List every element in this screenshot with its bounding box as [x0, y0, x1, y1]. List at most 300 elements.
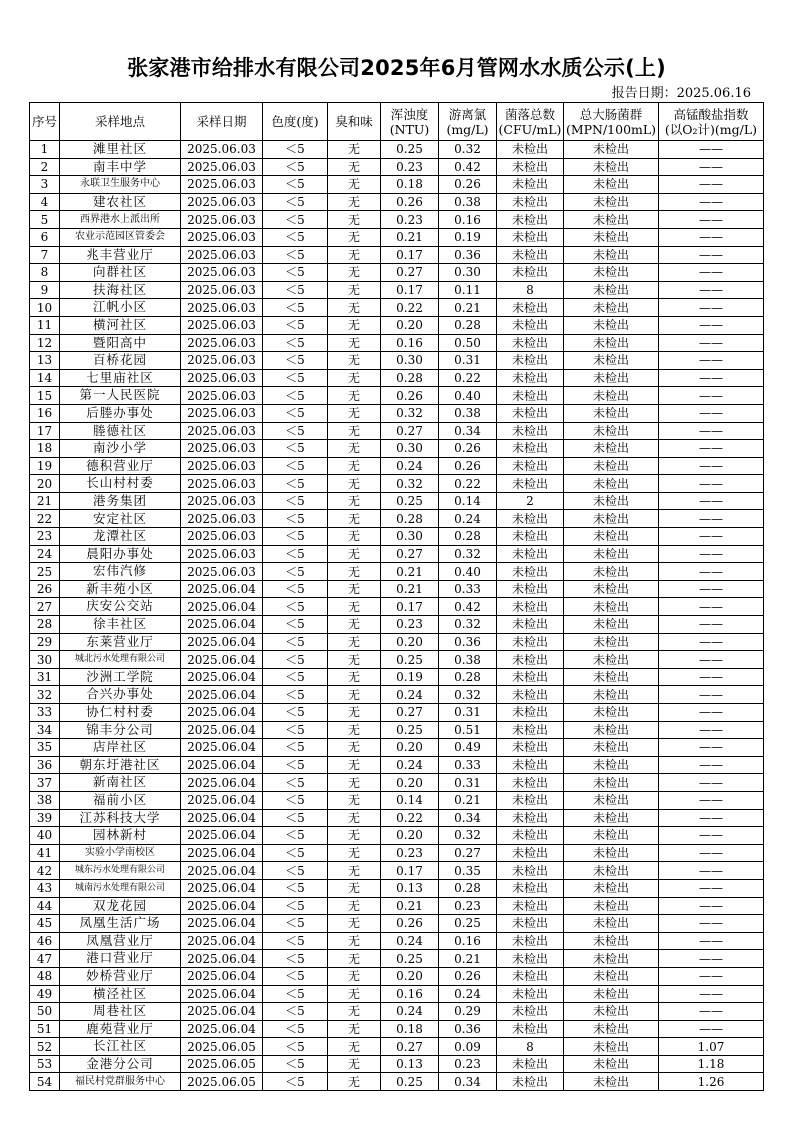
cell-odor: 无 — [328, 844, 381, 862]
table-row — [30, 176, 764, 194]
cell-date: 2025.06.04 — [181, 967, 263, 985]
cell-location: 横河社区 — [60, 316, 181, 334]
cell-colony-count: 未检出 — [497, 228, 564, 246]
table-row — [30, 1003, 764, 1021]
cell-no: 32 — [30, 686, 60, 704]
cell-no: 23 — [30, 528, 60, 546]
cell-no: 5 — [30, 211, 60, 229]
cell-color: ＜5 — [263, 932, 328, 950]
cell-free-chlorine: 0.28 — [439, 668, 497, 686]
cell-odor: 无 — [328, 246, 381, 264]
cell-date: 2025.06.03 — [181, 299, 263, 317]
cell-no: 38 — [30, 791, 60, 809]
water-quality-table — [29, 102, 764, 1091]
header-total-coliform-name: 总大肠菌群 — [579, 106, 643, 122]
cell-date: 2025.06.03 — [181, 457, 263, 475]
cell-free-chlorine: 0.23 — [439, 897, 497, 915]
header-color: 色度(度) — [263, 103, 328, 141]
cell-permanganate-index: —— — [659, 1003, 764, 1021]
cell-total-coliform: 未检出 — [564, 985, 659, 1003]
cell-turbidity: 0.27 — [381, 264, 439, 282]
cell-odor: 无 — [328, 897, 381, 915]
cell-turbidity: 0.20 — [381, 774, 439, 792]
cell-color: ＜5 — [263, 686, 328, 704]
cell-free-chlorine: 0.32 — [439, 686, 497, 704]
cell-turbidity: 0.20 — [381, 739, 439, 757]
cell-free-chlorine: 0.42 — [439, 158, 497, 176]
cell-colony-count: 未检出 — [497, 176, 564, 194]
cell-free-chlorine: 0.32 — [439, 545, 497, 563]
cell-permanganate-index: —— — [659, 281, 764, 299]
table-row — [30, 774, 764, 792]
cell-total-coliform: 未检出 — [564, 633, 659, 651]
cell-location: 沙洲工学院 — [60, 668, 181, 686]
cell-odor: 无 — [328, 633, 381, 651]
cell-location: 凤凰营业厅 — [60, 932, 181, 950]
cell-date: 2025.06.04 — [181, 704, 263, 722]
cell-total-coliform: 未检出 — [564, 932, 659, 950]
cell-color: ＜5 — [263, 264, 328, 282]
cell-colony-count: 未检出 — [497, 651, 564, 669]
cell-date: 2025.06.04 — [181, 1020, 263, 1038]
table-row — [30, 598, 764, 616]
cell-permanganate-index: —— — [659, 651, 764, 669]
header-colony-count-unit: (CFU/mL) — [498, 121, 562, 137]
cell-date: 2025.06.05 — [181, 1055, 263, 1073]
cell-location: 农业示范园区管委会 — [60, 228, 181, 246]
cell-no: 25 — [30, 563, 60, 581]
table-row — [30, 915, 764, 933]
cell-location: 周巷社区 — [60, 1003, 181, 1021]
cell-date: 2025.06.03 — [181, 246, 263, 264]
cell-turbidity: 0.26 — [381, 915, 439, 933]
cell-date: 2025.06.03 — [181, 316, 263, 334]
cell-permanganate-index: —— — [659, 316, 764, 334]
cell-permanganate-index: —— — [659, 616, 764, 634]
cell-date: 2025.06.03 — [181, 228, 263, 246]
cell-date: 2025.06.04 — [181, 739, 263, 757]
header-colony-count-name: 菌落总数 — [504, 106, 555, 122]
cell-colony-count: 未检出 — [497, 809, 564, 827]
cell-turbidity: 0.17 — [381, 281, 439, 299]
cell-color: ＜5 — [263, 721, 328, 739]
cell-color: ＜5 — [263, 915, 328, 933]
cell-permanganate-index: —— — [659, 528, 764, 546]
cell-total-coliform: 未检出 — [564, 950, 659, 968]
cell-location: 后塍办事处 — [60, 404, 181, 422]
cell-turbidity: 0.21 — [381, 228, 439, 246]
cell-no: 7 — [30, 246, 60, 264]
cell-odor: 无 — [328, 404, 381, 422]
cell-free-chlorine: 0.09 — [439, 1038, 497, 1056]
cell-odor: 无 — [328, 950, 381, 968]
cell-no: 12 — [30, 334, 60, 352]
cell-colony-count: 未检出 — [497, 862, 564, 880]
cell-no: 16 — [30, 404, 60, 422]
cell-location: 店岸社区 — [60, 739, 181, 757]
cell-odor: 无 — [328, 598, 381, 616]
table-row — [30, 528, 764, 546]
cell-turbidity: 0.23 — [381, 844, 439, 862]
cell-permanganate-index: —— — [659, 967, 764, 985]
cell-turbidity: 0.25 — [381, 492, 439, 510]
cell-odor: 无 — [328, 721, 381, 739]
cell-total-coliform: 未检出 — [564, 457, 659, 475]
cell-permanganate-index: —— — [659, 352, 764, 370]
cell-colony-count: 未检出 — [497, 950, 564, 968]
cell-total-coliform: 未检出 — [564, 1073, 659, 1091]
cell-location: 凤凰生活广场 — [60, 915, 181, 933]
cell-total-coliform: 未检出 — [564, 1038, 659, 1056]
cell-location: 园林新村 — [60, 827, 181, 845]
cell-turbidity: 0.23 — [381, 211, 439, 229]
cell-total-coliform: 未检出 — [564, 193, 659, 211]
cell-colony-count: 未检出 — [497, 316, 564, 334]
cell-odor: 无 — [328, 334, 381, 352]
cell-odor: 无 — [328, 668, 381, 686]
cell-permanganate-index: —— — [659, 369, 764, 387]
cell-permanganate-index: —— — [659, 844, 764, 862]
cell-date: 2025.06.03 — [181, 387, 263, 405]
cell-no: 29 — [30, 633, 60, 651]
cell-free-chlorine: 0.34 — [439, 809, 497, 827]
cell-total-coliform: 未检出 — [564, 915, 659, 933]
cell-date: 2025.06.03 — [181, 264, 263, 282]
header-total-coliform-unit: (MPN/100mL) — [565, 121, 657, 137]
cell-total-coliform: 未检出 — [564, 668, 659, 686]
cell-odor: 无 — [328, 651, 381, 669]
cell-no: 44 — [30, 897, 60, 915]
cell-no: 14 — [30, 369, 60, 387]
cell-color: ＜5 — [263, 791, 328, 809]
cell-total-coliform: 未检出 — [564, 510, 659, 528]
cell-total-coliform: 未检出 — [564, 264, 659, 282]
cell-total-coliform: 未检出 — [564, 1003, 659, 1021]
cell-odor: 无 — [328, 563, 381, 581]
cell-turbidity: 0.20 — [381, 967, 439, 985]
table-row — [30, 756, 764, 774]
cell-no: 28 — [30, 616, 60, 634]
cell-color: ＜5 — [263, 985, 328, 1003]
cell-no: 4 — [30, 193, 60, 211]
cell-date: 2025.06.03 — [181, 176, 263, 194]
cell-no: 21 — [30, 492, 60, 510]
cell-permanganate-index: 1.26 — [659, 1073, 764, 1091]
cell-total-coliform: 未检出 — [564, 862, 659, 880]
cell-turbidity: 0.24 — [381, 457, 439, 475]
cell-colony-count: 未检出 — [497, 528, 564, 546]
cell-date: 2025.06.03 — [181, 528, 263, 546]
cell-colony-count: 未检出 — [497, 686, 564, 704]
cell-free-chlorine: 0.11 — [439, 281, 497, 299]
cell-colony-count: 8 — [497, 1038, 564, 1056]
cell-location: 七里庙社区 — [60, 369, 181, 387]
cell-permanganate-index: —— — [659, 387, 764, 405]
cell-odor: 无 — [328, 791, 381, 809]
cell-permanganate-index: —— — [659, 563, 764, 581]
cell-odor: 无 — [328, 1055, 381, 1073]
table-row — [30, 369, 764, 387]
cell-colony-count: 未检出 — [497, 844, 564, 862]
cell-turbidity: 0.32 — [381, 404, 439, 422]
cell-colony-count: 未检出 — [497, 1020, 564, 1038]
cell-odor: 无 — [328, 1038, 381, 1056]
table-row — [30, 844, 764, 862]
cell-turbidity: 0.27 — [381, 545, 439, 563]
cell-permanganate-index: —— — [659, 1020, 764, 1038]
cell-odor: 无 — [328, 1020, 381, 1038]
cell-free-chlorine: 0.31 — [439, 352, 497, 370]
cell-turbidity: 0.20 — [381, 316, 439, 334]
cell-color: ＜5 — [263, 475, 328, 493]
cell-colony-count: 未检出 — [497, 668, 564, 686]
cell-permanganate-index: —— — [659, 950, 764, 968]
cell-color: ＜5 — [263, 299, 328, 317]
cell-colony-count: 未检出 — [497, 440, 564, 458]
cell-permanganate-index: —— — [659, 211, 764, 229]
cell-color: ＜5 — [263, 387, 328, 405]
cell-total-coliform: 未检出 — [564, 739, 659, 757]
table-row — [30, 387, 764, 405]
cell-total-coliform: 未检出 — [564, 897, 659, 915]
cell-colony-count: 未检出 — [497, 141, 564, 159]
cell-colony-count: 未检出 — [497, 422, 564, 440]
table-row — [30, 967, 764, 985]
cell-free-chlorine: 0.32 — [439, 616, 497, 634]
cell-permanganate-index: —— — [659, 774, 764, 792]
cell-location: 金港分公司 — [60, 1055, 181, 1073]
cell-date: 2025.06.04 — [181, 1003, 263, 1021]
cell-turbidity: 0.26 — [381, 193, 439, 211]
cell-permanganate-index: —— — [659, 985, 764, 1003]
cell-permanganate-index: —— — [659, 299, 764, 317]
cell-date: 2025.06.04 — [181, 844, 263, 862]
cell-color: ＜5 — [263, 404, 328, 422]
cell-colony-count: 8 — [497, 281, 564, 299]
cell-color: ＜5 — [263, 176, 328, 194]
cell-date: 2025.06.04 — [181, 756, 263, 774]
cell-total-coliform: 未检出 — [564, 827, 659, 845]
table-row — [30, 264, 764, 282]
cell-location: 徐丰社区 — [60, 616, 181, 634]
cell-colony-count: 2 — [497, 492, 564, 510]
cell-no: 53 — [30, 1055, 60, 1073]
table-row — [30, 141, 764, 159]
cell-location: 龙潭社区 — [60, 528, 181, 546]
cell-location: 建农社区 — [60, 193, 181, 211]
cell-odor: 无 — [328, 915, 381, 933]
cell-date: 2025.06.04 — [181, 633, 263, 651]
cell-odor: 无 — [328, 299, 381, 317]
cell-permanganate-index: —— — [659, 827, 764, 845]
table-row — [30, 985, 764, 1003]
cell-location: 暨阳高中 — [60, 334, 181, 352]
cell-location: 城东污水处理有限公司 — [60, 862, 181, 880]
cell-total-coliform: 未检出 — [564, 545, 659, 563]
cell-location: 南丰中学 — [60, 158, 181, 176]
cell-permanganate-index: —— — [659, 176, 764, 194]
cell-date: 2025.06.03 — [181, 369, 263, 387]
cell-turbidity: 0.19 — [381, 668, 439, 686]
cell-colony-count: 未检出 — [497, 598, 564, 616]
cell-location: 双龙花园 — [60, 897, 181, 915]
cell-color: ＜5 — [263, 369, 328, 387]
cell-location: 妙桥营业厅 — [60, 967, 181, 985]
cell-odor: 无 — [328, 1073, 381, 1091]
cell-odor: 无 — [328, 369, 381, 387]
cell-date: 2025.06.03 — [181, 475, 263, 493]
cell-no: 39 — [30, 809, 60, 827]
cell-turbidity: 0.30 — [381, 440, 439, 458]
table-row — [30, 440, 764, 458]
cell-free-chlorine: 0.42 — [439, 598, 497, 616]
cell-date: 2025.06.04 — [181, 985, 263, 1003]
cell-color: ＜5 — [263, 352, 328, 370]
cell-no: 50 — [30, 1003, 60, 1021]
cell-location: 朝东圩港社区 — [60, 756, 181, 774]
cell-free-chlorine: 0.34 — [439, 422, 497, 440]
cell-permanganate-index: —— — [659, 264, 764, 282]
cell-permanganate-index: 1.07 — [659, 1038, 764, 1056]
cell-total-coliform: 未检出 — [564, 492, 659, 510]
cell-location: 合兴办事处 — [60, 686, 181, 704]
cell-location: 向群社区 — [60, 264, 181, 282]
cell-location: 东莱营业厅 — [60, 633, 181, 651]
cell-color: ＜5 — [263, 756, 328, 774]
cell-location: 江苏科技大学 — [60, 809, 181, 827]
cell-location: 晨阳办事处 — [60, 545, 181, 563]
cell-location: 第一人民医院 — [60, 387, 181, 405]
cell-odor: 无 — [328, 809, 381, 827]
cell-color: ＜5 — [263, 704, 328, 722]
table-row — [30, 686, 764, 704]
cell-date: 2025.06.04 — [181, 686, 263, 704]
cell-color: ＜5 — [263, 668, 328, 686]
cell-color: ＜5 — [263, 316, 328, 334]
header-permanganate-index-unit: (以O₂计)(mg/L) — [664, 121, 758, 137]
cell-no: 54 — [30, 1073, 60, 1091]
cell-turbidity: 0.24 — [381, 932, 439, 950]
cell-free-chlorine: 0.49 — [439, 739, 497, 757]
cell-color: ＜5 — [263, 809, 328, 827]
cell-no: 19 — [30, 457, 60, 475]
table-row — [30, 510, 764, 528]
cell-colony-count: 未检出 — [497, 545, 564, 563]
cell-colony-count: 未检出 — [497, 404, 564, 422]
cell-colony-count: 未检出 — [497, 633, 564, 651]
table-row — [30, 950, 764, 968]
cell-color: ＜5 — [263, 246, 328, 264]
table-row — [30, 1038, 764, 1056]
cell-odor: 无 — [328, 176, 381, 194]
cell-total-coliform: 未检出 — [564, 334, 659, 352]
cell-colony-count: 未检出 — [497, 580, 564, 598]
cell-odor: 无 — [328, 862, 381, 880]
cell-turbidity: 0.18 — [381, 176, 439, 194]
cell-date: 2025.06.04 — [181, 932, 263, 950]
cell-permanganate-index: —— — [659, 492, 764, 510]
cell-color: ＜5 — [263, 844, 328, 862]
cell-colony-count: 未检出 — [497, 563, 564, 581]
cell-color: ＜5 — [263, 862, 328, 880]
cell-no: 1 — [30, 141, 60, 159]
table-row — [30, 352, 764, 370]
cell-colony-count: 未检出 — [497, 739, 564, 757]
cell-free-chlorine: 0.34 — [439, 1073, 497, 1091]
table-row — [30, 633, 764, 651]
table-row — [30, 791, 764, 809]
cell-no: 24 — [30, 545, 60, 563]
cell-colony-count: 未检出 — [497, 897, 564, 915]
cell-total-coliform: 未检出 — [564, 440, 659, 458]
cell-color: ＜5 — [263, 563, 328, 581]
cell-turbidity: 0.20 — [381, 827, 439, 845]
cell-colony-count: 未检出 — [497, 299, 564, 317]
cell-odor: 无 — [328, 756, 381, 774]
cell-odor: 无 — [328, 440, 381, 458]
cell-colony-count: 未检出 — [497, 246, 564, 264]
cell-free-chlorine: 0.25 — [439, 915, 497, 933]
cell-date: 2025.06.03 — [181, 334, 263, 352]
cell-total-coliform: 未检出 — [564, 141, 659, 159]
cell-turbidity: 0.13 — [381, 879, 439, 897]
cell-location: 百桥花园 — [60, 352, 181, 370]
cell-color: ＜5 — [263, 774, 328, 792]
cell-date: 2025.06.04 — [181, 915, 263, 933]
cell-turbidity: 0.24 — [381, 1003, 439, 1021]
cell-no: 47 — [30, 950, 60, 968]
cell-date: 2025.06.04 — [181, 774, 263, 792]
cell-colony-count: 未检出 — [497, 369, 564, 387]
cell-free-chlorine: 0.28 — [439, 879, 497, 897]
cell-colony-count: 未检出 — [497, 791, 564, 809]
cell-odor: 无 — [328, 967, 381, 985]
cell-turbidity: 0.17 — [381, 862, 439, 880]
cell-free-chlorine: 0.28 — [439, 316, 497, 334]
cell-total-coliform: 未检出 — [564, 211, 659, 229]
cell-color: ＜5 — [263, 228, 328, 246]
cell-color: ＜5 — [263, 950, 328, 968]
cell-color: ＜5 — [263, 651, 328, 669]
cell-total-coliform: 未检出 — [564, 967, 659, 985]
header-free-chlorine — [439, 103, 497, 141]
cell-no: 10 — [30, 299, 60, 317]
cell-turbidity: 0.30 — [381, 352, 439, 370]
cell-no: 31 — [30, 668, 60, 686]
cell-free-chlorine: 0.22 — [439, 369, 497, 387]
table-row — [30, 457, 764, 475]
cell-date: 2025.06.03 — [181, 211, 263, 229]
cell-no: 2 — [30, 158, 60, 176]
cell-date: 2025.06.04 — [181, 862, 263, 880]
table-row — [30, 246, 764, 264]
cell-permanganate-index: —— — [659, 704, 764, 722]
cell-permanganate-index: —— — [659, 457, 764, 475]
cell-color: ＜5 — [263, 528, 328, 546]
cell-date: 2025.06.04 — [181, 897, 263, 915]
cell-turbidity: 0.23 — [381, 158, 439, 176]
cell-date: 2025.06.04 — [181, 668, 263, 686]
cell-total-coliform: 未检出 — [564, 704, 659, 722]
header-permanganate-index — [659, 103, 764, 141]
cell-odor: 无 — [328, 545, 381, 563]
cell-turbidity: 0.25 — [381, 1073, 439, 1091]
cell-odor: 无 — [328, 281, 381, 299]
cell-location: 港务集团 — [60, 492, 181, 510]
table-row — [30, 422, 764, 440]
cell-date: 2025.06.03 — [181, 193, 263, 211]
cell-turbidity: 0.30 — [381, 528, 439, 546]
